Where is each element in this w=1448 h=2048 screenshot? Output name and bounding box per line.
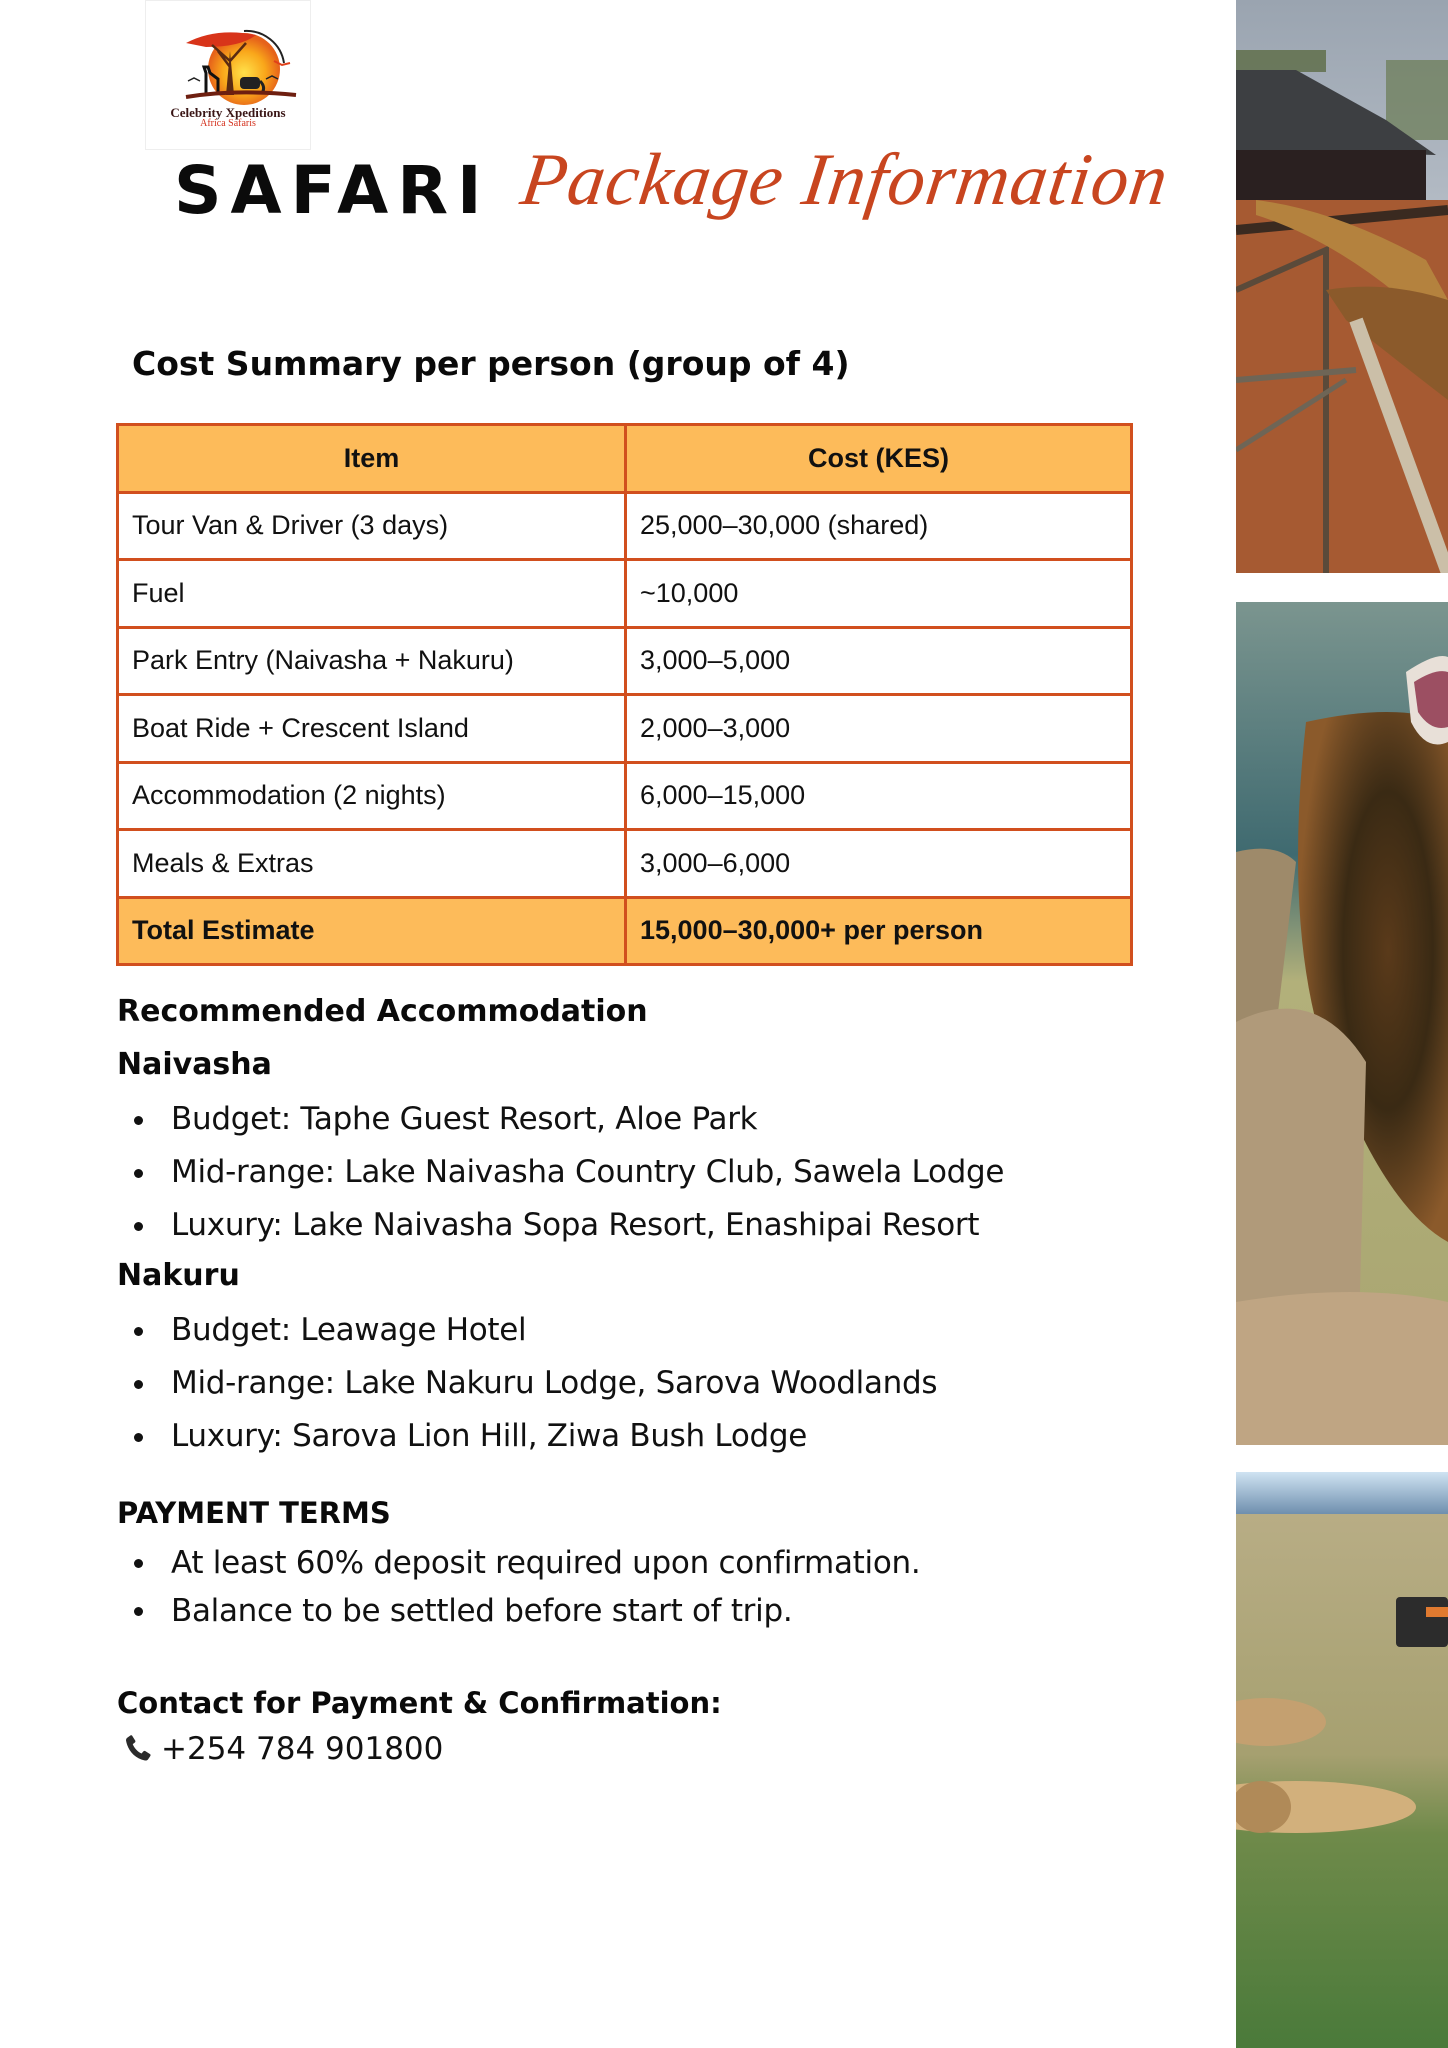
bullet-icon <box>134 1607 143 1616</box>
table-row <box>118 627 1132 695</box>
payment-terms-list <box>117 1539 920 1635</box>
table-header-row <box>118 425 1132 493</box>
payment-terms-heading: PAYMENT TERMS <box>117 1496 391 1530</box>
naivasha-list <box>117 1093 1004 1252</box>
bullet-icon <box>134 1169 143 1178</box>
cost-cell: 25,000–30,000 (shared) <box>626 492 1132 560</box>
page-title-script: Package Information <box>516 139 1174 221</box>
list-item <box>117 1304 937 1357</box>
table-row <box>118 560 1132 628</box>
list-item <box>117 1146 1004 1199</box>
column-header-item: Item <box>118 425 626 493</box>
table-row <box>118 695 1132 763</box>
company-logo <box>145 0 311 150</box>
list-item <box>117 1539 920 1587</box>
logo-emblem-icon <box>146 1 312 106</box>
total-cost-cell: 15,000–30,000+ per person <box>626 897 1132 965</box>
nakuru-heading: Nakuru <box>117 1258 240 1293</box>
item-cell: Park Entry (Naivasha + Nakuru) <box>118 627 626 695</box>
cost-table <box>116 423 1133 966</box>
bullet-icon <box>134 1380 143 1389</box>
table-row <box>118 830 1132 898</box>
contact-heading: Contact for Payment & Confirmation: <box>117 1686 722 1720</box>
list-item-text: Balance to be settled before start of trip. <box>171 1593 793 1629</box>
table-total-row <box>118 897 1132 965</box>
bullet-icon <box>134 1433 143 1442</box>
list-item <box>117 1410 937 1463</box>
item-cell: Accommodation (2 nights) <box>118 762 626 830</box>
giraffe-photo <box>1236 0 1448 573</box>
item-cell: Tour Van & Driver (3 days) <box>118 492 626 560</box>
total-label-cell: Total Estimate <box>118 897 626 965</box>
contact-phone[interactable] <box>121 1731 443 1767</box>
phone-number: +254 784 901800 <box>161 1731 444 1767</box>
logo-brand-name: Celebrity Xpeditions <box>170 105 286 120</box>
list-item-text: Mid-range: Lake Naivasha Country Club, Sawela Lodge <box>171 1154 1005 1190</box>
list-item <box>117 1587 920 1635</box>
cost-cell: ~10,000 <box>626 560 1132 628</box>
list-item <box>117 1093 1004 1146</box>
naivasha-heading: Naivasha <box>117 1047 272 1082</box>
table-row <box>118 492 1132 560</box>
bullet-icon <box>134 1222 143 1231</box>
page-title-bold: SAFARI <box>174 152 491 229</box>
table-row <box>118 762 1132 830</box>
list-item-text: Budget: Leawage Hotel <box>171 1312 527 1348</box>
cost-cell: 6,000–15,000 <box>626 762 1132 830</box>
nakuru-list <box>117 1304 937 1463</box>
lion-roaring-photo <box>1236 602 1448 1445</box>
list-item-text: At least 60% deposit required upon confirmation. <box>171 1545 921 1581</box>
list-item <box>117 1199 1004 1252</box>
lions-resting-photo <box>1236 1472 1448 2048</box>
bullet-icon <box>134 1559 143 1568</box>
cost-cell: 3,000–6,000 <box>626 830 1132 898</box>
cost-cell: 2,000–3,000 <box>626 695 1132 763</box>
list-item-text: Luxury: Lake Naivasha Sopa Resort, Enashipai Resort <box>171 1207 980 1243</box>
list-item-text: Luxury: Sarova Lion Hill, Ziwa Bush Lodge <box>171 1418 808 1454</box>
accommodation-heading: Recommended Accommodation <box>117 994 648 1029</box>
cost-cell: 3,000–5,000 <box>626 627 1132 695</box>
list-item-text: Budget: Taphe Guest Resort, Aloe Park <box>171 1101 758 1137</box>
logo-brand-tagline: Africa Safaris <box>200 118 256 129</box>
column-header-cost: Cost (KES) <box>626 425 1132 493</box>
item-cell: Meals & Extras <box>118 830 626 898</box>
item-cell: Fuel <box>118 560 626 628</box>
list-item-text: Mid-range: Lake Nakuru Lodge, Sarova Woodlands <box>171 1365 938 1401</box>
bullet-icon <box>134 1116 143 1125</box>
phone-icon <box>121 1732 155 1766</box>
item-cell: Boat Ride + Crescent Island <box>118 695 626 763</box>
bullet-icon <box>134 1327 143 1336</box>
list-item <box>117 1357 937 1410</box>
cost-summary-heading: Cost Summary per person (group of 4) <box>132 344 850 383</box>
